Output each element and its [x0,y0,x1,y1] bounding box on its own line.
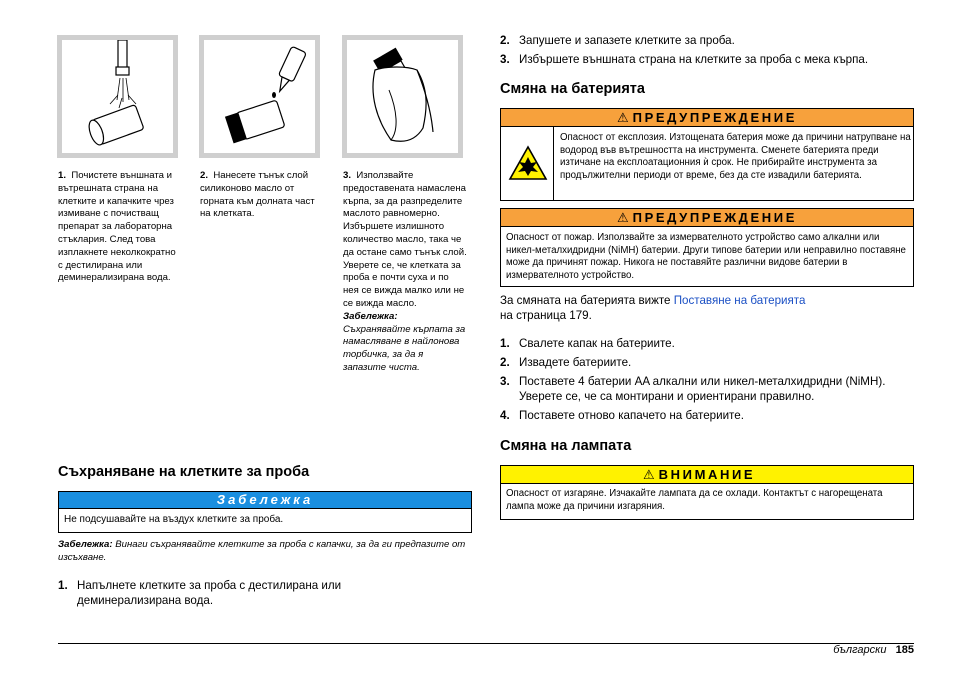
right-top-steps [500,33,914,71]
note-label: Забележка: [343,310,398,322]
caution-title-bar [500,465,914,484]
footer-language: български [833,644,887,656]
warning-title: ПРЕДУПРЕЖДЕНИЕ [632,110,798,125]
illustration-rinse-cell [57,35,178,158]
caution-body [500,484,914,520]
reference-suffix: на страница 179. [500,309,592,322]
step-text: Нанесете тънък слой силиконово масло от горната към долната част на клетката. [200,170,315,220]
caution-text: Опасност от изгаряне. Изчакайте лампата да се охлади. Контактът с нагорещената лампа може да причини изгаряния. [506,488,883,512]
warning-triangle-icon: ⚠ [616,210,629,225]
warning-text: Опасност от експлозия. Изтощената батерия може да причини натрупване на водород във вътрешността на инструмента. Сменете батерията преди изтичане на експлоатационния ѝ срок. Не прибирайте инструмента за продължителни периоди от време, без да сте извадили батерията. [560,132,911,181]
step-3-caption [343,170,467,375]
step-number: 2. [200,170,209,181]
footer [833,643,914,657]
list-item [500,355,914,370]
warning-triangle-icon: ⚠ [643,467,655,482]
page-number: 185 [895,644,914,656]
step-2-caption [200,170,320,221]
storage-steps [58,578,418,612]
warning-2-body [500,227,914,287]
battery-heading: Смяна на батерията [500,81,645,97]
step-text: Използвайте предоставената намаслена кърпа, за да разпределите маслото равномерно. Избършете излишното количество масло, така че да остане само тънък слой. Уверете се, че клетката за проба е почти суха и по нея се вижда малко или не се вижда масло. [343,170,467,309]
step-number: 4. [500,409,510,422]
step-text: Напълнете клетките за проба с дестилирана или деминерализирана вода. [77,579,342,607]
warning-1-body [500,127,914,201]
step-number: 3. [343,170,352,181]
step-number: 2. [500,34,510,47]
illustration-wipe-cell [342,35,463,158]
list-item [500,33,914,48]
list-item [500,52,914,67]
footer-rule [58,643,914,644]
list-item [500,374,914,404]
step-text: Поставете отново капачето на батериите. [519,409,744,422]
storage-heading: Съхраняване на клетките за проба [58,464,310,480]
step-number: 3. [500,375,510,388]
step-text: Поставете 4 батерии AA алкални или никел-металхидридни (NiMH). Уверете се, че са монтирани и ориентирани правилно. [519,375,886,403]
list-item [500,408,914,423]
step-number: 3. [500,53,510,66]
battery-reference [500,293,914,323]
warning-text: Опасност от пожар. Използвайте за измервателното устройство само алкални или никел-металхидридни (NiMH) батерии. Други типове батерии или неправилно поставяне може да причинят пожар. Никога не поставяйте различни видове батерии в измервателното устройство. [506,232,906,281]
step-1-caption [58,170,183,285]
list-item [58,578,418,608]
step-text: Свалете капак на батериите. [519,337,675,350]
step-text: Почистете външната и вътрешната страна на клетките и капачките чрез измиване с почистващ препарат за лабораторна стъклария. След това изплакнете неколкократно с дестилирана или деминерализирана вода. [58,170,176,284]
step-text: Извадете батериите. [519,356,632,369]
warning-title: ПРЕДУПРЕЖДЕНИЕ [632,210,798,225]
step-text: Избършете външната страна на клетките за проба с мека кърпа. [519,53,869,66]
reference-prefix: За смяната на батерията вижте [500,294,674,307]
caution-title: ВНИМАНИЕ [658,467,756,482]
note-text: Винаги съхранявайте клетките за проба с капачки, за да ги предпазите от изсъхване. [58,539,466,563]
step-number: 2. [500,356,510,369]
battery-steps [500,336,914,427]
step-text: Запушете и запазете клетките за проба. [519,34,735,47]
note-label: Забележка: [58,539,113,550]
step-number: 1. [58,579,68,592]
note-box-title: Забележка [58,491,472,509]
illustration-oil-cell [199,35,320,158]
note-text: Съхранявайте кърпата за намасляване в найлонова торбичка, за да я запазите чиста. [343,323,466,373]
lamp-heading: Смяна на лампата [500,438,632,454]
warning-triangle-icon: ⚠ [616,110,629,125]
storage-note [58,539,472,565]
step-number: 1. [500,337,510,350]
note-box-text: Не подсушавайте на въздух клетките за проба. [58,509,472,533]
explosion-icon-cell [501,127,554,200]
warning-2-title-bar [500,208,914,227]
step-3-note [343,311,467,375]
warning-1-title-bar [500,108,914,127]
battery-install-link[interactable]: Поставяне на батерията [673,294,806,307]
step-number: 1. [58,170,67,181]
explosion-hazard-icon [508,145,548,181]
list-item [500,336,914,351]
